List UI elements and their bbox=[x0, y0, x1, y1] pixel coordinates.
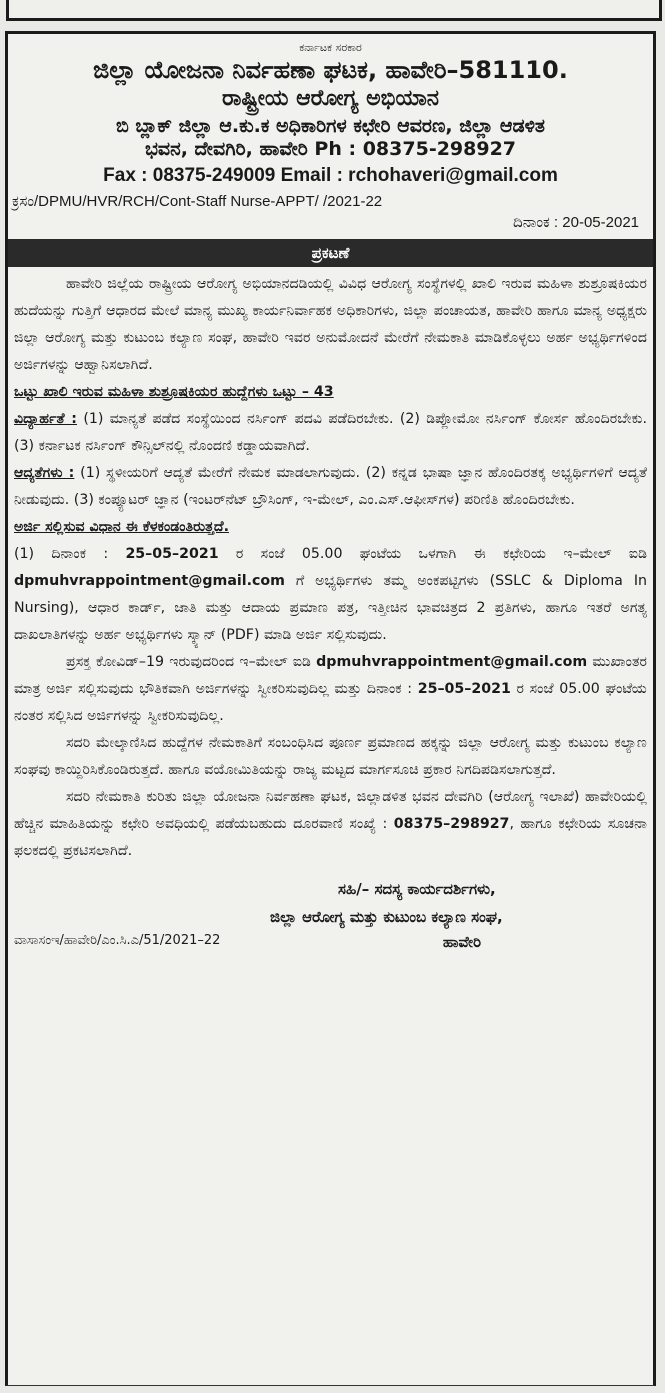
notice-heading: ಪ್ರಕಟಣೆ bbox=[311, 244, 350, 263]
signature-line-1: ಸಹಿ/– ಸದಸ್ಯ ಕಾರ್ಯದರ್ಶಿಗಳು, bbox=[338, 880, 496, 899]
previous-clipping-edge bbox=[6, 0, 662, 21]
preference-text: (1) ಸ್ಥಳೀಯರಿಗೆ ಆದ್ಯತೆ ಮೇರೆಗೆ ನೇಮಕ ಮಾಡಲಾಗುವುದು. (2) ಕನ್ನಡ ಭಾಷಾ ಜ್ಞಾನ ಹೊಂದಿರತಕ್ಕ ಅಭ್ಯರ್ಥಿಗಳಿಗೆ ಆದ್ಯತೆ ನೀಡುವುದು. (3) ಕಂಪ್ಯೂಟರ್ ಜ್ಞಾನ (ಇಂಟರ್‌ನೆಟ್ ಬ್ರೌಸಿಂಗ್, ಇ-ಮೇಲ್, ಎಂ.ಎಸ್.ಆಫೀಸ್‌ಗಳ) ಪರಿಣಿತಿ ಹೊಂದಿರಬೇಕು. bbox=[14, 465, 647, 509]
address-line-2: ಭವನ, ದೇವಗಿರಿ, ಹಾವೇರಿ Ph : 08375-298927 bbox=[144, 138, 517, 161]
preference-label: ಆದ್ಯತೆಗಳು : bbox=[14, 465, 75, 482]
contact-paragraph bbox=[14, 784, 647, 865]
p1-prefix: (1) ದಿನಾಂಕ : bbox=[14, 546, 126, 563]
application-email-2: dpmuhvrappointment@gmail.com bbox=[316, 654, 588, 671]
p2-prefix: ಪ್ರಸಕ್ತ ಕೋವಿಡ್–19 ಇರುವುದರಿಂದ ಇ–ಮೇಲ್ ಐಡಿ bbox=[66, 654, 317, 671]
covid-paragraph bbox=[14, 649, 647, 730]
notice-header bbox=[8, 42, 653, 187]
preference-paragraph bbox=[14, 460, 647, 514]
vacancy-line bbox=[14, 379, 647, 406]
method-heading: ಅರ್ಜಿ ಸಲ್ಲಿಸುವ ವಿಧಾನ ಈ ಕೆಳಕಂಡಂತಿರುತ್ತದೆ. bbox=[14, 519, 229, 536]
p1-middle: ರ ಸಂಜೆ 05.00 ಘಂಟೆಯ ಒಳಗಾಗಿ ಈ ಕಛೇರಿಯ ಇ–ಮೇಲ್ ಐಡಿ bbox=[218, 546, 648, 563]
mission-subtitle: ರಾಷ್ಟ್ರೀಯ ಆರೋಗ್ಯ ಅಭಿಯಾನ bbox=[221, 86, 439, 112]
p2-suffix: ರ ಸಂಜೆ 05.00 ಘಂಟೆಯ ನಂತರ ಸಲ್ಲಿಸಿದ ಅರ್ಜಿಗಳನ್ನು ಸ್ವೀಕರಿಸುವುದಿಲ್ಲ. bbox=[14, 681, 647, 725]
government-label: ಕರ್ನಾಟಕ ಸರಕಾರ bbox=[299, 41, 362, 54]
notice-heading-bar bbox=[8, 239, 653, 267]
notice-footer bbox=[8, 931, 653, 951]
reference-number: ಕ್ರಸಂ/DPMU/HVR/RCH/Cont-Staff Nurse-APPT/ /2021-22 bbox=[12, 193, 383, 211]
last-date-2: 25–05–2021 bbox=[417, 681, 511, 698]
signature-line-2: ಜಿಲ್ಲಾ ಆರೋಗ್ಯ ಮತ್ತು ಕುಟುಂಬ ಕಲ್ಯಾಣ ಸಂಘ, bbox=[270, 908, 503, 927]
top-strip bbox=[0, 0, 665, 26]
application-email: dpmuhvrappointment@gmail.com bbox=[14, 573, 285, 590]
qualification-paragraph bbox=[14, 406, 647, 460]
method-heading-line bbox=[14, 514, 647, 541]
signature-block bbox=[8, 875, 653, 931]
p2-middle: ಮುಖಾಂತರ ಮಾತ್ರ ಅರ್ಜಿ ಸಲ್ಲಿಸುವುದು ಭೌತಿಕವಾಗಿ ಅರ್ಜಿಗಳನ್ನು ಸ್ವೀಕರಿಸುವುದಿಲ್ಲ ಮತ್ತು ದಿನಾಂಕ : bbox=[14, 654, 647, 698]
p4-suffix: , ಹಾಗೂ ಕಛೇರಿಯ ಸೂಚನಾ ಫಲಕದಲ್ಲಿ ಪ್ರಕಟಿಸಲಾಗಿದೆ. bbox=[14, 816, 647, 860]
intro-paragraph: ಹಾವೇರಿ ಜಿಲ್ಲೆಯ ರಾಷ್ಟ್ರೀಯ ಆರೋಗ್ಯ ಅಭಿಯಾನದಡಿಯಲ್ಲಿ ವಿವಿಧ ಆರೋಗ್ಯ ಸಂಸ್ಥೆಗಳಲ್ಲಿ ಖಾಲಿ ಇರುವ ಮಹಿಳಾ ಶುಶ್ರೂಷಕಿಯರ ಹುದೆಯನ್ನು ಗುತ್ತಿಗೆ ಆಧಾರದ ಮೇಲೆ ಮಾನ್ಯ ಮುಖ್ಯ ಕಾರ್ಯನಿರ್ವಾಹಕ ಅಧಿಕಾರಿಗಳು, ಜಿಲ್ಲಾ ಪಂಚಾಯತ, ಹಾವೇರಿ ಹಾಗೂ ಮಾನ್ಯ ಅಧ್ಯಕ್ಷರು ಜಿಲ್ಲಾ ಆರೋಗ್ಯ ಮತ್ತು ಕುಟುಂಬ ಕಲ್ಯಾಣ ಸಂಘ, ಹಾವೇರಿ ಇವರ ಅನುಮೋದನೆ ಮೇರೆಗೆ ನೇಮಕಾತಿ ಮಾಡಿಕೊಳ್ಳಲು ಅರ್ಹ ಅಭ್ಯರ್ಥಿಗಳಿಂದ ಅರ್ಜಿಗಳನ್ನು ಆಹ್ವಾನಿಸಲಾಗಿದೆ. bbox=[14, 276, 647, 374]
rights-paragraph: ಸದರಿ ಮೇಲ್ಕಾಣಿಸಿದ ಹುದ್ದೆಗಳ ನೇಮಕಾತಿಗೆ ಸಂಬಂಧಿಸಿದ ಪೂರ್ಣ ಪ್ರಮಾಣದ ಹಕ್ಕನ್ನು ಜಿಲ್ಲಾ ಆರೋಗ್ಯ ಮತ್ತು ಕುಟುಂಬ ಕಲ್ಯಾಣ ಸಂಘವು ಕಾಯ್ದಿರಿಸಿಕೊಂಡಿರುತ್ತದೆ. ಹಾಗೂ ವಯೋಮಿತಿಯನ್ನು ರಾಜ್ಯ ಮಟ್ಟದ ಮಾರ್ಗಸೂಚಿ ಪ್ರಕಾರ ನಿಗದಿಪಡಿಸಲಾಗುತ್ತದೆ. bbox=[14, 735, 647, 779]
notice-date: ದಿನಾಂಕ : 20-05-2021 bbox=[513, 214, 639, 232]
office-title: ಜಿಲ್ಲಾ ಯೋಜನಾ ನಿರ್ವಹಣಾ ಘಟಕ, ಹಾವೇರಿ–581110. bbox=[93, 55, 568, 84]
qualification-text: (1) ಮಾನ್ಯತೆ ಪಡೆದ ಸಂಸ್ಥೆಯಿಂದ ನರ್ಸಿಂಗ್ ಪದವಿ ಪಡೆದಿರಬೇಕು. (2) ಡಿಪ್ಲೋಮೋ ನರ್ಸಿಂಗ್ ಕೋರ್ಸ ಹೊಂದಿರಬೇಕು. (3) ಕರ್ನಾಟಕ ನರ್ಸಿಂಗ್ ಕೌನ್ಸಿಲ್‌ನಲ್ಲಿ ನೊಂದಣಿ ಕಡ್ಡಾಯವಾಗಿದೆ. bbox=[14, 411, 648, 455]
release-code: ವಾಸಾಸಂಇ/ಹಾವೇರಿ/ಎಂ.ಸಿ.ಎ/51/2021–22 bbox=[14, 933, 221, 949]
notice-body bbox=[8, 267, 653, 865]
address-line-1: ಬಿ ಬ್ಲಾಕ್ ಜಿಲ್ಲಾ ಆ.ಕು.ಕ ಅಧಿಕಾರಿಗಳ ಕಛೇರಿ ಆವರಣ, ಜಿಲ್ಲಾ ಆಡಳಿತ bbox=[116, 114, 545, 137]
contact-phone: 08375–298927 bbox=[393, 816, 510, 833]
p4-prefix: ಸದರಿ ನೇಮಕಾತಿ ಕುರಿತು ಜಿಲ್ಲಾ ಯೋಜನಾ ನಿರ್ವಹಣಾ ಘಟಕ, ಜಿಲ್ಲಾಡಳಿತ ಭವನ ದೇವಗಿರಿ (ಆರೋಗ್ಯ ಇಲಾಖೆ) ಹಾವೇರಿಯಲ್ಲಿ ಹೆಚ್ಚಿನ ಮಾಹಿತಿಯನ್ನು ಕಛೇರಿ ಅವಧಿಯಲ್ಲಿ ಪಡೆಯಬಹುದು ದೂರವಾಣಿ ಸಂಖ್ಯೆ : bbox=[14, 789, 647, 833]
last-date: 25–05–2021 bbox=[125, 546, 219, 563]
fax-email-line: Fax : 08375-249009 Email : rchohaveri@gmail.com bbox=[103, 165, 558, 187]
qualification-label: ವಿದ್ಯಾರ್ಹತೆ : bbox=[14, 411, 77, 428]
p1-suffix: ಗೆ ಅಭ್ಯರ್ಥಿಗಳು ತಮ್ಮ ಅಂಕಪಟ್ಟಿಗಳು (SSLC & Diploma In Nursing), ಆಧಾರ ಕಾರ್ಡ್, ಜಾತಿ ಮತ್ತು ಆದಾಯ ಪ್ರಮಾಣ ಪತ್ರ, ಇತ್ತೀಚಿನ ಭಾವಚಿತ್ರದ 2 ಪ್ರತಿಗಳು, ಹಾಗೂ ಇತರೆ ಅಗತ್ಯ ದಾಖಲಾತಿಗಳನ್ನು ಅರ್ಹ ಅಭ್ಯರ್ಥಿಗಳು ಸ್ಕ್ಯಾನ್ (PDF) ಮಾಡಿ ಅರ್ಜಿ ಸಲ್ಲಿಸುವುದು. bbox=[14, 573, 647, 644]
footer-place: ಹಾವೇರಿ bbox=[442, 933, 481, 952]
method-paragraph-1 bbox=[14, 541, 647, 649]
vacancy-text: ಒಟ್ಟು ಖಾಲಿ ಇರುವ ಮಹಿಳಾ ಶುಶ್ರೂಷಕಿಯರ ಹುದ್ದೆಗಳು ಒಟ್ಟು – 43 bbox=[14, 384, 334, 401]
notice-sheet bbox=[5, 31, 656, 1386]
